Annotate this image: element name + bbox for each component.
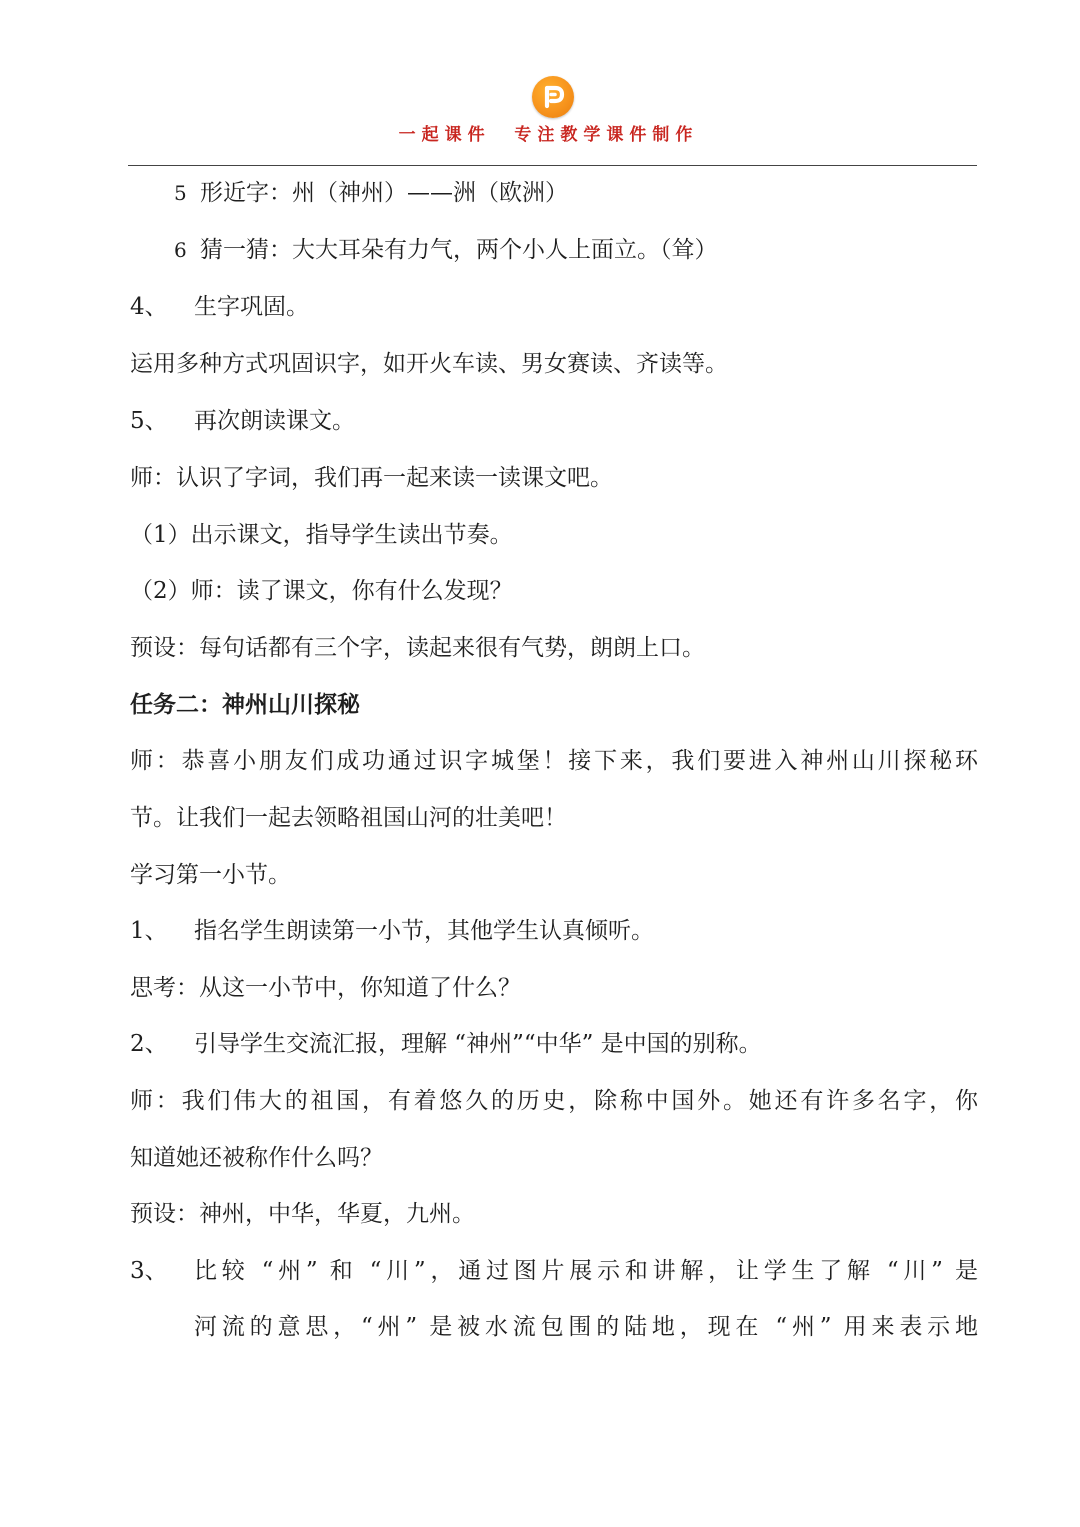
paragraph: 师：恭喜小朋友们成功通过识字城堡！接下来，我们要进入神州山川探秘环 (130, 748, 978, 774)
item-text: 比较 “州” 和 “川”，通过图片展示和讲解，让学生了解 “川” 是 (194, 1258, 978, 1284)
paragraph: （2）师：读了课文，你有什么发现？ (130, 578, 513, 604)
numbered-item (130, 1253, 978, 1289)
item-number: 5 (174, 181, 187, 205)
numbered-heading (130, 289, 309, 325)
header-divider (128, 165, 977, 166)
item-number: 4、 (130, 294, 168, 320)
numbered-item (130, 1026, 762, 1062)
item-number: 2、 (130, 1031, 168, 1057)
item-text: 形近字：州（神州）——洲（欧洲） (200, 180, 568, 206)
section-title: 任务二：神州山川探秘 (130, 691, 360, 718)
paragraph: 思考：从这一小节中，你知道了什么？ (130, 975, 521, 1001)
paragraph: 运用多种方式巩固识字，如开火车读、男女赛读、齐读等。 (130, 351, 728, 377)
paragraph: 师：我们伟大的祖国，有着悠久的历史，除称中国外。她还有许多名字，你 (130, 1088, 978, 1114)
item-number: 1、 (130, 918, 168, 944)
numbered-item (130, 913, 654, 949)
paragraph: 预设：每句话都有三个字，读起来很有气势，朗朗上口。 (130, 635, 705, 661)
paragraph: 学习第一小节。 (130, 862, 291, 888)
logo-p-mark (532, 76, 574, 118)
numbered-heading (130, 403, 355, 439)
logo-icon (532, 76, 574, 118)
list-item (174, 175, 568, 211)
paragraph: 预设：神州，中华，华夏，九州。 (130, 1201, 475, 1227)
item-text: 再次朗读课文。 (194, 408, 355, 434)
item-text: 猜一猜：大大耳朵有力气，两个小人上面立。（耸） (200, 237, 718, 263)
item-text: 指名学生朗读第一小节，其他学生认真倾听。 (194, 918, 654, 944)
item-text: 生字巩固。 (194, 294, 309, 320)
paragraph: （1）出示课文，指导学生读出节奏。 (130, 522, 513, 548)
header-tagline: 一起课件 专注教学课件制作 (398, 125, 699, 145)
list-item (174, 232, 718, 268)
item-number: 3、 (130, 1258, 168, 1284)
page-header (0, 76, 1080, 166)
item-number: 5、 (130, 408, 168, 434)
item-number: 6 (174, 238, 187, 262)
paragraph: 知道她还被称作什么吗？ (130, 1145, 383, 1171)
paragraph: 师：认识了字词，我们再一起来读一读课文吧。 (130, 465, 613, 491)
paragraph-continuation: 河流的意思，“州” 是被水流包围的陆地，现在 “州” 用来表示地 (194, 1314, 978, 1340)
item-text: 引导学生交流汇报，理解 “神州”“中华” 是中国的别称。 (194, 1031, 762, 1057)
paragraph: 节。让我们一起去领略祖国山河的壮美吧！ (130, 805, 567, 831)
